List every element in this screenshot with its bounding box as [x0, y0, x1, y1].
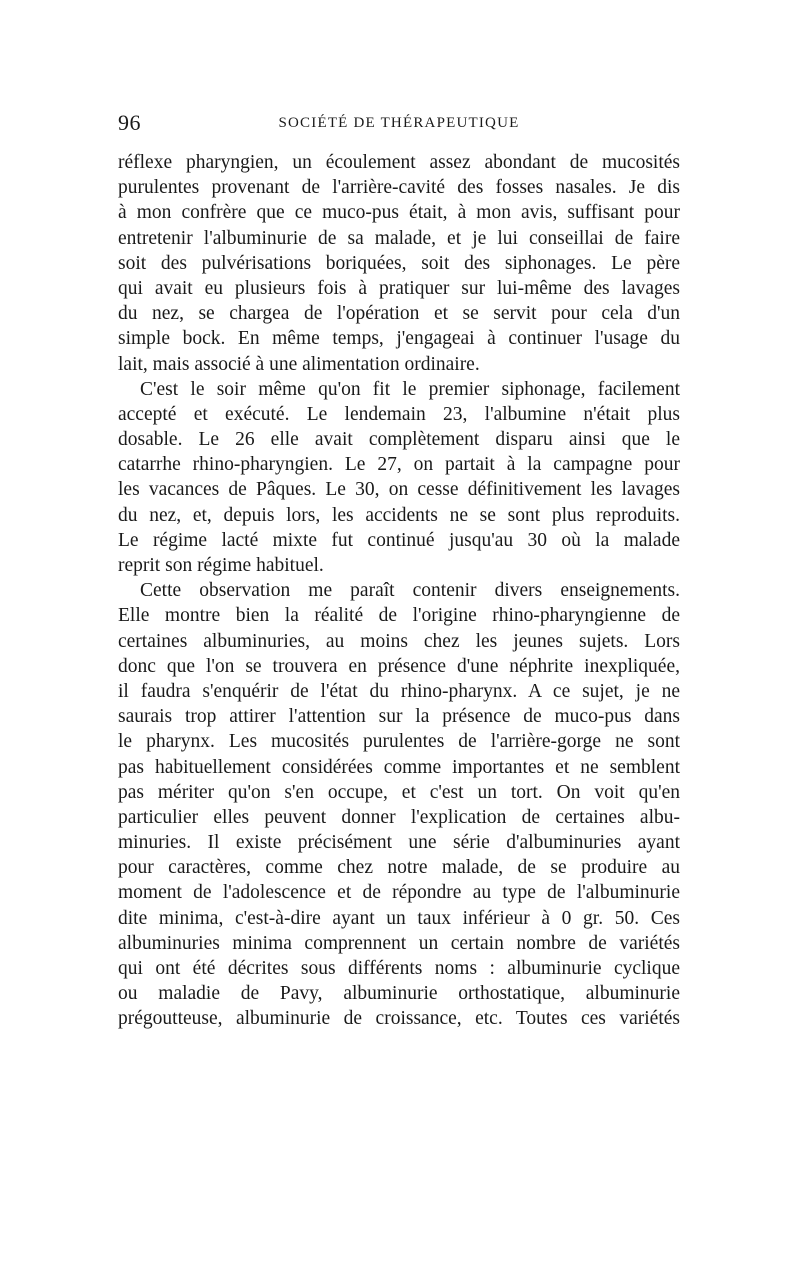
- text-line: soit des pulvérisations boriquées, soit des siphonages. Le père: [118, 252, 680, 274]
- text-line: moment de l'adolescence et de répondre au type de l'albuminurie: [118, 882, 680, 904]
- text-line: qui avait eu plusieurs fois à pratiquer sur lui-même des lavages: [118, 277, 680, 299]
- text-line: dite minima, c'est-à-dire ayant un taux inférieur à 0 gr. 50. Ces: [118, 907, 680, 929]
- text-line: pas habituellement considérées comme importantes et ne semblent: [118, 756, 680, 778]
- text-line: donc que l'on se trouvera en présence d'une néphrite inexpliquée,: [118, 655, 680, 677]
- text-line: particulier elles peuvent donner l'explication de certaines albu-: [118, 806, 680, 828]
- text-line: prégoutteuse, albuminurie de croissance, etc. Toutes ces variétés: [118, 1008, 680, 1030]
- text-line: du nez, et, depuis lors, les accidents ne se sont plus reproduits.: [118, 504, 680, 526]
- text-line: Elle montre bien la réalité de l'origine rhino-pharyngienne de: [118, 605, 680, 627]
- text-line: saurais trop attirer l'attention sur la présence de muco-pus dans: [118, 706, 680, 728]
- text-line: catarrhe rhino-pharyngien. Le 27, on partait à la campagne pour: [118, 454, 680, 476]
- text-line: le pharynx. Les mucosités purulentes de l'arrière-gorge ne sont: [118, 731, 680, 753]
- text-line: accepté et exécuté. Le lendemain 23, l'albumine n'était plus: [118, 403, 680, 425]
- text-line: réflexe pharyngien, un écoulement assez abondant de mucosités: [118, 152, 680, 173]
- text-line: il faudra s'enquérir de l'état du rhino-pharynx. A ce sujet, je ne: [118, 680, 680, 702]
- text-line: lait, mais associé à une alimentation ordinaire.: [118, 353, 480, 375]
- text-line: ou maladie de Pavy, albuminurie orthostatique, albuminurie: [118, 983, 680, 1005]
- text-line: pour caractères, comme chez notre malade, de se produire au: [118, 857, 680, 879]
- text-line: minuries. Il existe précisément une série d'albuminuries ayant: [118, 832, 680, 854]
- running-title: SOCIÉTÉ DE THÉRAPEUTIQUE: [278, 115, 520, 131]
- text-line: du nez, se chargea de l'opération et se servit pour cela d'un: [118, 303, 680, 325]
- page-number: 96: [118, 110, 141, 135]
- text-line: Le régime lacté mixte fut continué jusqu'au 30 où la malade: [118, 529, 680, 551]
- text-line: à mon confrère que ce muco-pus était, à mon avis, suffisant pour: [118, 202, 680, 224]
- text-line: reprit son régime habituel.: [118, 555, 324, 576]
- body-text: [118, 150, 680, 1032]
- text-line: certaines albuminuries, au moins chez les jeunes sujets. Lors: [118, 630, 680, 652]
- text-line: entretenir l'albuminurie de sa malade, et je lui conseillai de faire: [118, 227, 680, 249]
- paragraph-start-line: C'est le soir même qu'on fit le premier siphonage, facilement: [140, 378, 680, 400]
- paragraph-start-line: Cette observation me paraît contenir divers enseignements.: [140, 580, 680, 602]
- text-line: purulentes provenant de l'arrière-cavité des fosses nasales. Je dis: [118, 177, 680, 199]
- text-line: qui ont été décrites sous différents noms : albuminurie cyclique: [118, 958, 680, 979]
- text-line: les vacances de Pâques. Le 30, on cesse définitivement les lavages: [118, 479, 680, 501]
- text-line: dosable. Le 26 elle avait complètement disparu ainsi que le: [118, 429, 680, 451]
- text-line: albuminuries minima comprennent un certain nombre de variétés: [118, 932, 680, 954]
- text-line: simple bock. En même temps, j'engageai à continuer l'usage du: [118, 328, 680, 350]
- text-line: pas mériter qu'on s'en occupe, et c'est un tort. On voit qu'en: [118, 781, 680, 803]
- page-header: [118, 110, 680, 140]
